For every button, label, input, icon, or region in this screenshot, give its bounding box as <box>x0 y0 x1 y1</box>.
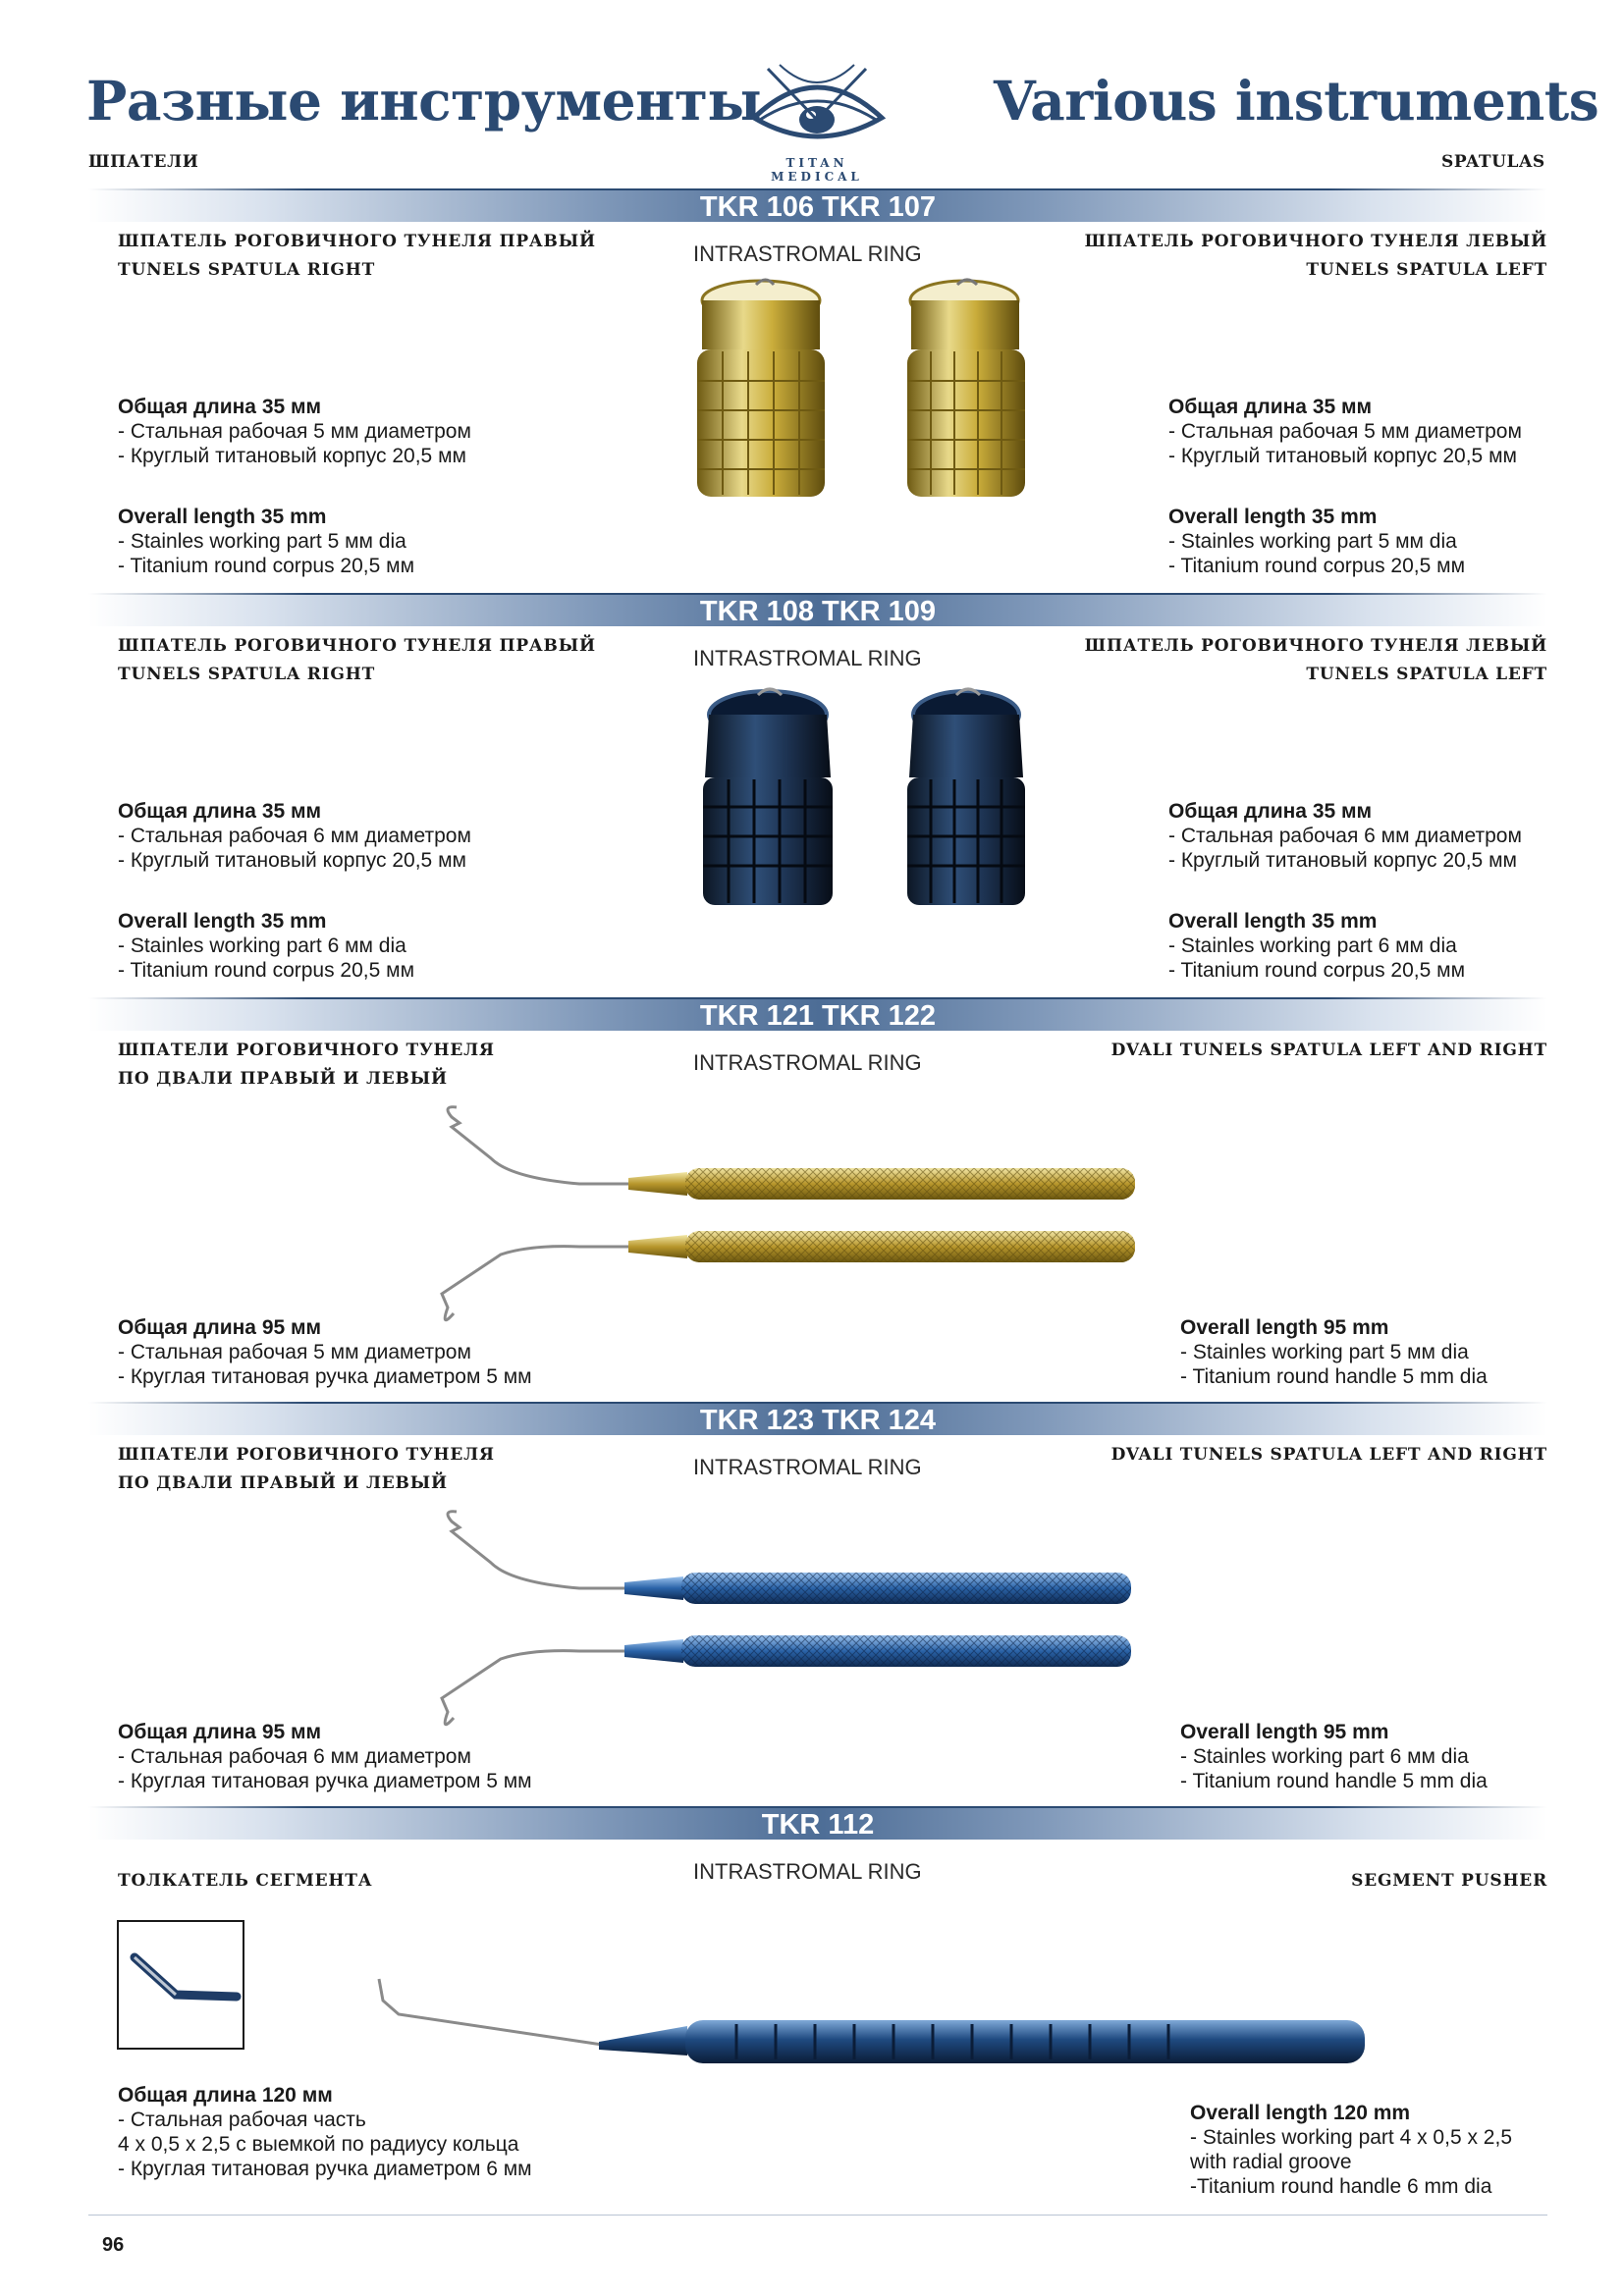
gold-intrastromal-ring-spatulas-image <box>687 273 1031 518</box>
page-title-ru: Разные инструменты <box>86 69 762 133</box>
blue-dvali-spatulas-image <box>432 1502 1198 1737</box>
section-band <box>88 1806 1547 1840</box>
section-left-header: ТОЛКАТЕЛЬ СЕГМЕНТА <box>118 1871 373 1891</box>
spec-left-en: Overall length 35 mm - Stainles working part 6 мм dia - Titanium round corpus 20,5 мм <box>118 910 415 982</box>
section-left-header: ШПАТЕЛИ РОГОВИЧНОГО ТУНЕЛЯ ПО ДВАЛИ ПРАВЫЙ И ЛЕВЫЙ <box>118 1041 495 1089</box>
spec-left-ru: Общая длина 120 мм - Стальная рабочая часть 4 х 0,5 х 2,5 с выемкой по радиусу кольца - Круглая титановая ручка диаметром 6 мм <box>118 2084 532 2180</box>
titan-medical-logo <box>738 61 895 187</box>
section-left-header: ШПАТЕЛЬ РОГОВИЧНОГО ТУНЕЛЯ ПРАВЫЙ TUNELS SPATULA RIGHT <box>118 636 596 684</box>
section-code: TKR 106 TKR 107 <box>699 191 937 223</box>
gold-dvali-spatula-lower <box>442 1231 1135 1320</box>
spec-left-ru: Общая длина 95 мм - Стальная рабочая 5 мм диаметром - Круглая титановая ручка диаметром 5 мм <box>118 1316 532 1388</box>
section-code: TKR 112 <box>761 1809 875 1841</box>
subtitle-ru: ШПАТЕЛИ <box>88 152 199 172</box>
gold-dvali-spatulas-image <box>432 1097 1198 1333</box>
blue-dvali-spatula-lower <box>442 1635 1131 1725</box>
spec-right-en: Overall length 95 mm - Stainles working part 5 мм dia - Titanium round handle 5 mm dia <box>1180 1316 1488 1388</box>
section-left-header: ШПАТЕЛИ РОГОВИЧНОГО ТУНЕЛЯ ПО ДВАЛИ ПРАВЫЙ И ЛЕВЫЙ <box>118 1445 495 1493</box>
ring-label: INTRASTROMAL RING <box>693 1050 922 1075</box>
ring-label: INTRASTROMAL RING <box>693 1859 922 1884</box>
pusher-tip-detail-icon <box>119 1922 243 2048</box>
section-right-header: DVALI TUNELS SPATULA LEFT AND RIGHT <box>1110 1041 1547 1060</box>
spec-left-ru: Общая длина 35 мм - Стальная рабочая 6 мм диаметром - Круглый титановый корпус 20,5 мм <box>118 800 471 872</box>
section-band <box>88 188 1547 222</box>
blue-segment-pusher-image <box>363 1971 1384 2079</box>
ring-label: INTRASTROMAL RING <box>693 1455 922 1479</box>
spec-right-en: Overall length 35 mm - Stainles working part 5 мм dia - Titanium round corpus 20,5 мм <box>1168 506 1466 577</box>
section-right-header: DVALI TUNELS SPATULA LEFT AND RIGHT <box>1110 1445 1547 1465</box>
section-right-header: ШПАТЕЛЬ РОГОВИЧНОГО ТУНЕЛЯ ЛЕВЫЙ TUNELS SPATULA LEFT <box>1084 636 1547 684</box>
section-right-header: SEGMENT PUSHER <box>1351 1871 1547 1891</box>
section-band <box>88 1402 1547 1435</box>
page-title-en: Various instruments <box>994 69 1599 133</box>
footer-rule <box>88 2215 1547 2216</box>
page-number: 96 <box>102 2234 125 2256</box>
logo-line1: TITAN <box>785 156 848 170</box>
subtitle-en: SPATULAS <box>1441 152 1545 172</box>
spec-left-en: Overall length 35 mm - Stainles working part 5 мм dia - Titanium round corpus 20,5 мм <box>118 506 415 577</box>
section-code: TKR 123 TKR 124 <box>699 1405 937 1436</box>
tip-detail-inset <box>117 1920 244 2050</box>
blue-ring-left-spatula <box>907 689 1025 905</box>
spec-left-ru: Общая длина 95 мм - Стальная рабочая 6 мм диаметром - Круглая титановая ручка диаметром 5 мм <box>118 1721 532 1792</box>
spec-right-ru: Общая длина 35 мм - Стальная рабочая 6 мм диаметром - Круглый титановый корпус 20,5 мм <box>1168 800 1522 872</box>
ring-label: INTRASTROMAL RING <box>693 241 922 266</box>
ring-label: INTRASTROMAL RING <box>693 646 922 670</box>
gold-ring-right-spatula <box>697 280 825 497</box>
logo-line2: MEDICAL <box>771 170 863 184</box>
section-code: TKR 121 TKR 122 <box>699 1000 937 1032</box>
section-band <box>88 997 1547 1031</box>
section-code: TKR 108 TKR 109 <box>699 596 937 627</box>
spec-right-en: Overall length 95 mm - Stainles working part 6 мм dia - Titanium round handle 5 mm dia <box>1180 1721 1488 1792</box>
section-right-header: ШПАТЕЛЬ РОГОВИЧНОГО ТУНЕЛЯ ЛЕВЫЙ TUNELS SPATULA LEFT <box>1084 232 1547 280</box>
blue-dvali-spatula-upper <box>448 1512 1131 1604</box>
spec-right-en: Overall length 120 mm - Stainles working part 4 x 0,5 x 2,5 with radial groove -Titanium round handle 6 mm dia <box>1190 2102 1512 2198</box>
section-band <box>88 593 1547 626</box>
eye-logo-icon <box>738 61 895 151</box>
spec-right-ru: Общая длина 35 мм - Стальная рабочая 5 мм диаметром - Круглый титановый корпус 20,5 мм <box>1168 396 1522 467</box>
section-left-header: ШПАТЕЛЬ РОГОВИЧНОГО ТУНЕЛЯ ПРАВЫЙ TUNELS SPATULA RIGHT <box>118 232 596 280</box>
gold-dvali-spatula-upper <box>448 1107 1135 1200</box>
gold-ring-left-spatula <box>907 280 1025 497</box>
spec-right-en: Overall length 35 mm - Stainles working part 6 мм dia - Titanium round corpus 20,5 мм <box>1168 910 1466 982</box>
blue-ring-right-spatula <box>703 689 833 905</box>
spec-left-ru: Общая длина 35 мм - Стальная рабочая 5 мм диаметром - Круглый титановый корпус 20,5 мм <box>118 396 471 467</box>
blue-intrastromal-ring-spatulas-image <box>697 679 1041 925</box>
